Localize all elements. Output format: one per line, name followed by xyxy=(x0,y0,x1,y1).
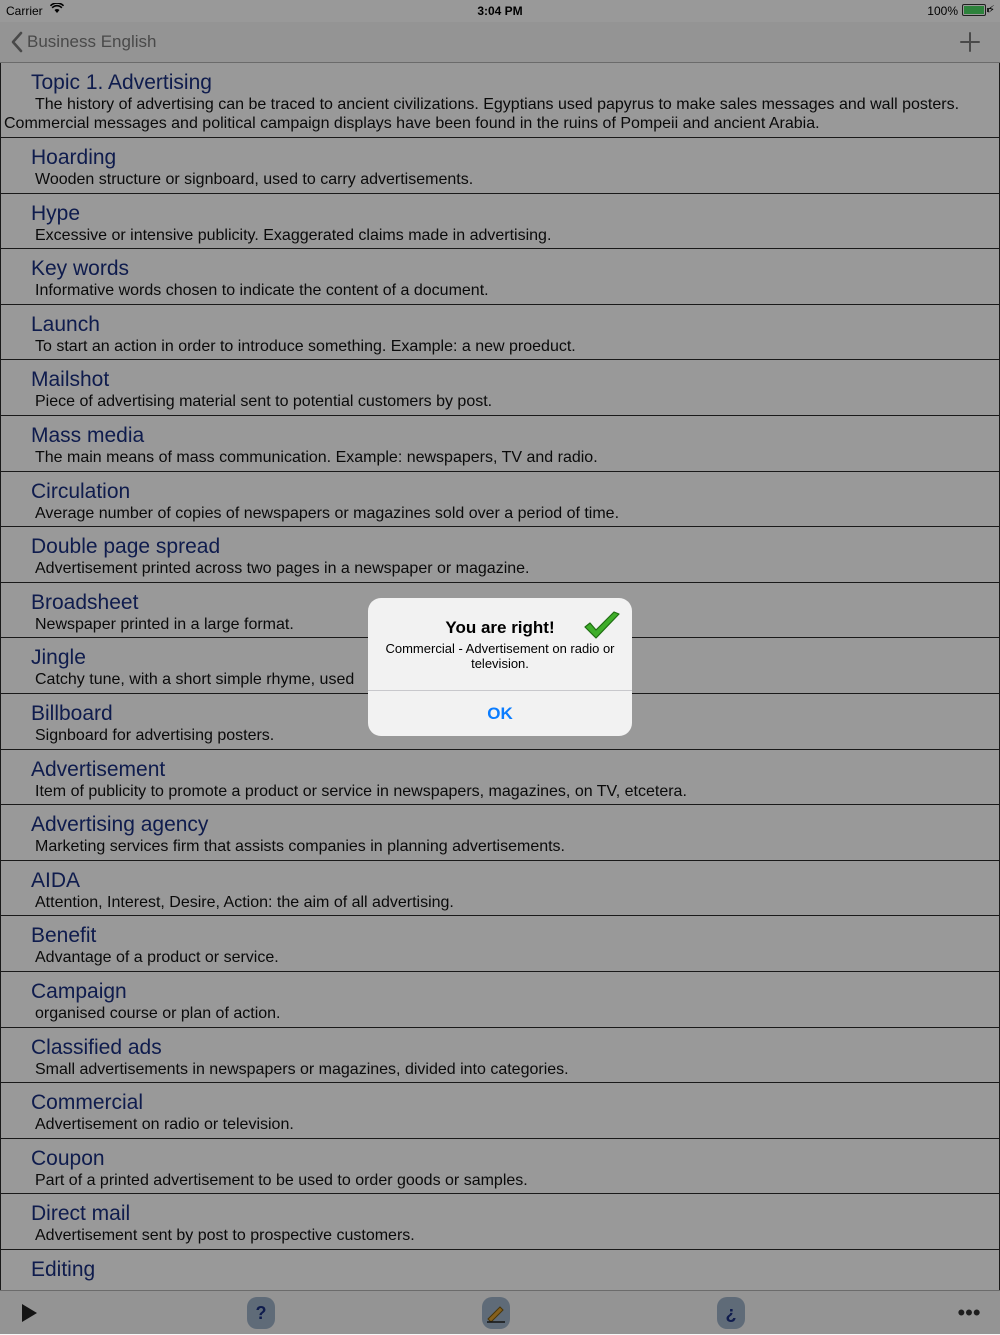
list-item-definition: Piece of advertising material sent to potential customers by post. xyxy=(35,393,493,411)
list-item-definition: Advertisement on radio or television. xyxy=(35,1116,294,1134)
list-item-term: Mass media xyxy=(31,423,145,447)
ok-button[interactable]: OK xyxy=(487,704,513,723)
list-item-definition: Attention, Interest, Desire, Action: the aim of all advertising. xyxy=(35,893,454,911)
list-item-term: Topic 1. Advertising xyxy=(31,71,212,94)
list-item-term: Billboard xyxy=(31,701,113,725)
clock-label: 3:04 PM xyxy=(477,4,523,18)
list-item-definition: Advantage of a product or service. xyxy=(35,949,279,967)
list-item-definition: Part of a printed advertisement to be used to order goods or samples. xyxy=(35,1171,528,1189)
list-item-term: Broadsheet xyxy=(31,590,139,614)
list-item-definition: To start an action in order to introduce something. Example: a new proeduct. xyxy=(35,337,576,355)
list-item-definition: Signboard for advertising posters. xyxy=(35,726,275,744)
back-button-label: Business English xyxy=(27,32,157,51)
list-item-term: Commercial xyxy=(31,1091,144,1115)
list-item-term: Direct mail xyxy=(31,1202,131,1226)
list-item-term: Editing xyxy=(31,1257,96,1281)
list-item-term: Coupon xyxy=(31,1146,105,1170)
list-item-definition: Marketing services firm that assists companies in planning advertisements. xyxy=(35,838,565,856)
list-item-definition: The main means of mass communication. Example: newspapers, TV and radio. xyxy=(35,448,598,466)
list-item-definition: organised course or plan of action. xyxy=(35,1004,281,1022)
list-item-term: Key words xyxy=(31,257,130,281)
list-item-term: Jingle xyxy=(31,646,86,670)
list-item-term: Advertising agency xyxy=(31,813,209,837)
checkmark-icon xyxy=(582,610,622,642)
charging-icon: ⚡ xyxy=(987,4,995,16)
carrier-label: Carrier xyxy=(6,4,43,18)
list-item-definition: Small advertisements in newspapers or magazines, divided into categories. xyxy=(35,1060,569,1078)
battery-percent: 100% xyxy=(927,4,958,18)
list-item-definition: Excessive or intensive publicity. Exaggerated claims made in advertising. xyxy=(35,226,552,244)
list-item-definition: Advertisement printed across two pages in a newspaper or magazine. xyxy=(35,560,530,578)
list-item-definition: Advertisement sent by post to prospective customers. xyxy=(35,1227,415,1245)
list-item-term: Campaign xyxy=(31,979,127,1003)
alert-title: You are right! xyxy=(445,618,555,637)
list-item-definition: Item of publicity to promote a product or service in newspapers, magazines, on TV, etcetera. xyxy=(35,782,687,800)
result-alert xyxy=(368,598,632,736)
list-item-term: Benefit xyxy=(31,924,97,948)
list-item-term: Double page spread xyxy=(31,535,221,559)
list-item-definition: Catchy tune, with a short simple rhyme, used xyxy=(35,671,355,689)
alert-message: Commercial - Advertisement on radio or television. xyxy=(385,641,615,671)
list-item-definition: Informative words chosen to indicate the content of a document. xyxy=(35,282,489,300)
list-item-definition: Newspaper printed in a large format. xyxy=(35,615,294,633)
help-icon: ? xyxy=(247,1297,275,1329)
list-item-definition: Wooden structure or signboard, used to carry advertisements. xyxy=(35,171,474,188)
list-item-term: Classified ads xyxy=(31,1035,162,1059)
list-item-term: Hype xyxy=(31,201,81,225)
more-icon: ••• xyxy=(957,1300,981,1325)
list-item-definition: Average number of copies of newspapers or magazines sold over a period of time. xyxy=(35,504,620,522)
list-item-definition: The history of advertising can be traced to ancient civilizations. Egyptians used papyrus to make sales messages and wall posters. Commercial messages and political campaign displays have been found in the ruins of Pompeii and ancient Arabia. xyxy=(4,96,960,132)
list-item-term: AIDA xyxy=(31,868,81,892)
list-item-term: Launch xyxy=(31,312,100,336)
inverted-question-icon: ¿ xyxy=(717,1297,745,1329)
list-item-term: Mailshot xyxy=(31,368,110,392)
list-item-term: Circulation xyxy=(31,479,131,503)
list-item-term: Advertisement xyxy=(31,757,166,781)
list-item-term: Hoarding xyxy=(31,146,117,169)
